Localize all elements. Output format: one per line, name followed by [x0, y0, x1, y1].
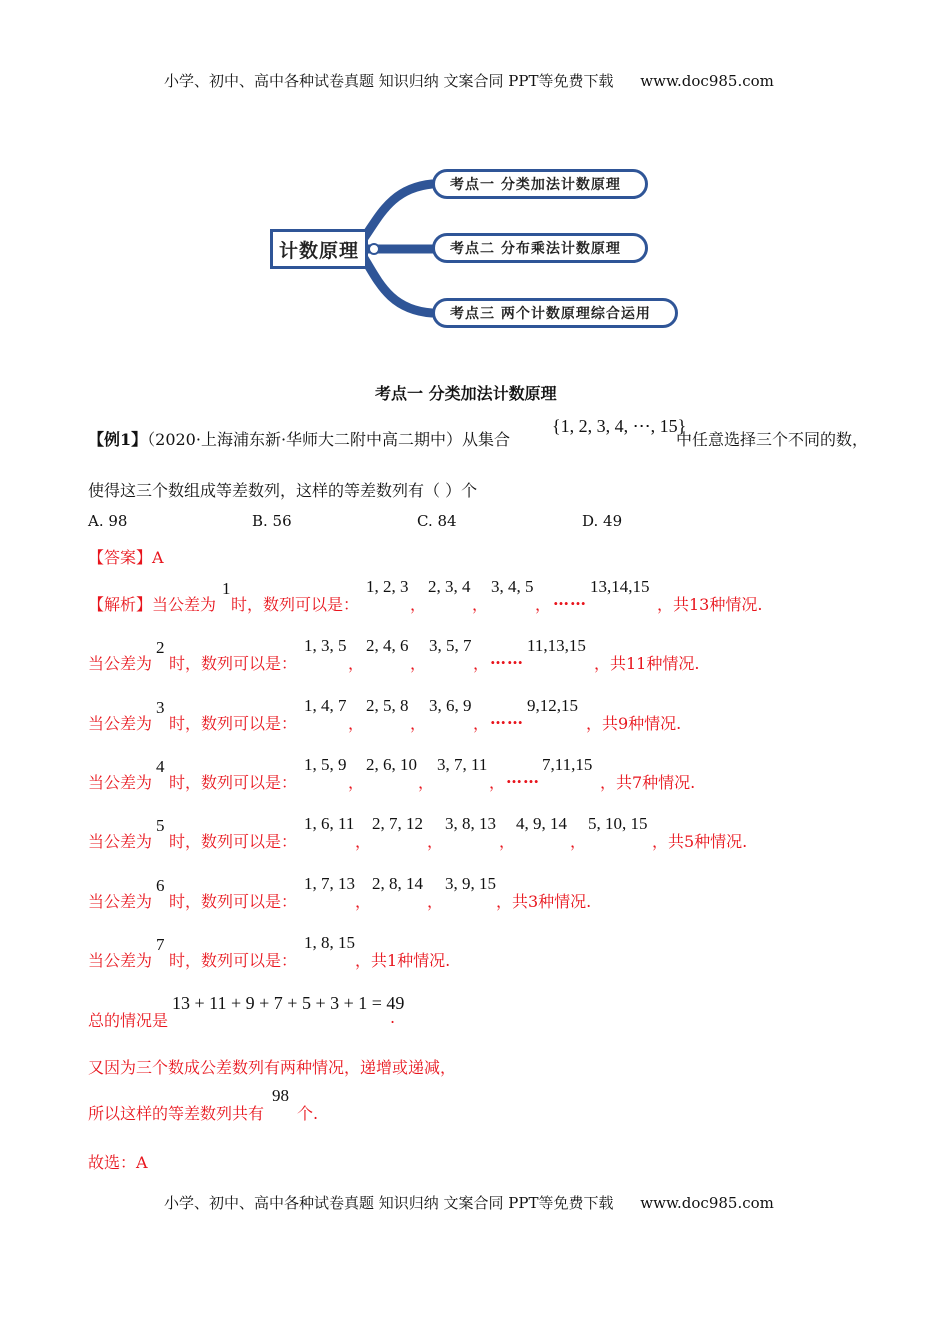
row-2-seq-3: 3, 5, 7	[429, 636, 472, 655]
row-3-prefix: 当公差为	[88, 714, 153, 733]
answer-value: A	[152, 548, 164, 567]
two-cases-line: 又因为三个数成公差数列有两种情况，递增或递减，	[88, 1058, 457, 1077]
row-5-seq-1: 1, 6, 11	[304, 814, 355, 833]
row-2-mid: 时，数列可以是：	[169, 654, 298, 673]
row-3-comma-3: ，	[473, 714, 490, 733]
result-suffix: 个.	[297, 1104, 319, 1123]
row-2-prefix: 当公差为	[88, 654, 153, 673]
row-7-mid: 时，数列可以是：	[169, 951, 298, 970]
section-title: 考点一 分类加法计数原理	[375, 384, 557, 403]
analysis-label: 【解析】	[88, 595, 153, 614]
row-5-comma-4: ，	[570, 832, 587, 851]
row-7-d: 7	[156, 935, 165, 954]
row-5-mid: 时，数列可以是：	[169, 832, 298, 851]
row-7-seq-1: 1, 8, 15	[304, 933, 355, 952]
row-1-last: 13,14,15	[590, 577, 650, 596]
row-3-seq-3: 3, 6, 9	[429, 696, 472, 715]
row-3-comma-2: ，	[410, 714, 427, 733]
row-1-seq-1: 1, 2, 3	[366, 577, 409, 596]
row-5-comma-2: ，	[427, 832, 444, 851]
row-3-mid: 时，数列可以是：	[169, 714, 298, 733]
row-1-dots: ……	[553, 590, 587, 609]
result-prefix: 所以这样的等差数列共有	[88, 1104, 265, 1123]
row-5-d: 5	[156, 816, 165, 835]
root-connector-dot	[369, 244, 379, 254]
result-value: 98	[272, 1086, 289, 1105]
row-3-d: 3	[156, 698, 165, 717]
example-set: {1, 2, 3, 4, ⋯, 15}	[552, 416, 687, 436]
row-4-comma-3: ，	[489, 773, 506, 792]
total-formula: 13 + 11 + 9 + 7 + 5 + 3 + 1 = 49	[172, 993, 405, 1013]
row-6-comma-2: ，	[427, 892, 444, 911]
row-3-seq-2: 2, 5, 8	[366, 696, 409, 715]
example-line-2: 使得这三个数组成等差数列，这样的等差数列有（ ）个	[88, 481, 478, 500]
row-1-suffix: ，共13种情况.	[657, 595, 763, 614]
page-footer	[164, 1192, 774, 1213]
row-5-seq-2: 2, 7, 12	[372, 814, 423, 833]
row-1-prefix: 当公差为	[152, 595, 217, 614]
row-1-comma-2: ，	[472, 595, 489, 614]
row-6-prefix: 当公差为	[88, 892, 153, 911]
example-label: 【例1】	[88, 430, 148, 449]
row-7-suffix: ，共1种情况.	[355, 951, 451, 970]
page-header	[164, 70, 774, 91]
row-2-comma-3: ，	[473, 654, 490, 673]
row-6-suffix: ，共3种情况.	[496, 892, 592, 911]
example-source: （2020·上海浦东新·华师大二附中高二期中）从集合	[147, 430, 511, 449]
footer-url: www.doc985.com	[640, 1194, 774, 1212]
footer-text: 小学、初中、高中各种试卷真题 知识归纳 文案合同 PPT等免费下载	[164, 1194, 614, 1212]
row-3-dots: ……	[490, 709, 524, 728]
header-text: 小学、初中、高中各种试卷真题 知识归纳 文案合同 PPT等免费下载	[164, 72, 614, 90]
row-5-seq-3: 3, 8, 13	[445, 814, 496, 833]
header-url: www.doc985.com	[640, 72, 774, 90]
row-6-comma-1: ，	[355, 892, 372, 911]
row-6-seq-1: 1, 7, 13	[304, 874, 355, 893]
row-2-seq-2: 2, 4, 6	[366, 636, 409, 655]
mindmap-root: 计数原理	[270, 229, 368, 269]
row-2-last: 11,13,15	[527, 636, 586, 655]
row-1-seq-2: 2, 3, 4	[428, 577, 471, 596]
row-4-mid: 时，数列可以是：	[169, 773, 298, 792]
example-line-1	[88, 427, 510, 450]
mindmap-node-2: 考点二 分布乘法计数原理	[432, 233, 648, 263]
option-c: C. 84	[417, 512, 457, 530]
row-4-d: 4	[156, 757, 165, 776]
row-2-d: 2	[156, 638, 165, 657]
total-suffix: .	[390, 1008, 396, 1027]
row-4-comma-2: ，	[418, 773, 435, 792]
answer-line	[88, 545, 164, 568]
row-2-comma-1: ，	[348, 654, 365, 673]
analysis-row-1-text	[88, 592, 216, 615]
mindmap-node-3: 考点三 两个计数原理综合运用	[432, 298, 678, 328]
row-4-dots: ……	[506, 768, 540, 787]
row-5-comma-1: ，	[355, 832, 372, 851]
row-4-comma-1: ，	[348, 773, 365, 792]
option-b: B. 56	[252, 512, 292, 530]
row-2-seq-1: 1, 3, 5	[304, 636, 347, 655]
row-3-last: 9,12,15	[527, 696, 578, 715]
row-4-seq-1: 1, 5, 9	[304, 755, 347, 774]
example-after-set: 中任意选择三个不同的数，	[676, 430, 869, 449]
row-6-seq-2: 2, 8, 14	[372, 874, 423, 893]
row-5-comma-3: ，	[499, 832, 516, 851]
row-1-seq-3: 3, 4, 5	[491, 577, 534, 596]
row-1-d: 1	[222, 579, 231, 598]
row-5-suffix: ，共5种情况.	[652, 832, 748, 851]
conclusion: 故选：A	[88, 1153, 148, 1172]
row-4-seq-3: 3, 7, 11	[437, 755, 488, 774]
total-prefix: 总的情况是	[88, 1011, 169, 1030]
branch-top	[364, 184, 440, 238]
row-6-seq-3: 3, 9, 15	[445, 874, 496, 893]
row-4-prefix: 当公差为	[88, 773, 153, 792]
row-2-dots: ……	[490, 649, 524, 668]
row-1-comma-1: ，	[410, 595, 427, 614]
mindmap-node-1: 考点一 分类加法计数原理	[432, 169, 648, 199]
row-5-prefix: 当公差为	[88, 832, 153, 851]
row-2-comma-2: ，	[410, 654, 427, 673]
row-3-suffix: ，共9种情况.	[586, 714, 682, 733]
row-5-seq-4: 4, 9, 14	[516, 814, 567, 833]
option-a: A. 98	[88, 512, 128, 530]
row-4-seq-2: 2, 6, 10	[366, 755, 417, 774]
answer-label: 【答案】	[88, 548, 153, 567]
branch-bottom	[364, 258, 440, 313]
row-4-last: 7,11,15	[542, 755, 593, 774]
option-d: D. 49	[582, 512, 623, 530]
row-7-prefix: 当公差为	[88, 951, 153, 970]
row-3-comma-1: ，	[348, 714, 365, 733]
row-1-comma-3: ，	[535, 595, 552, 614]
row-1-mid: 时，数列可以是：	[231, 595, 360, 614]
row-2-suffix: ，共11种情况.	[594, 654, 700, 673]
row-6-d: 6	[156, 876, 165, 895]
row-6-mid: 时，数列可以是：	[169, 892, 298, 911]
row-4-suffix: ，共7种情况.	[600, 773, 696, 792]
row-3-seq-1: 1, 4, 7	[304, 696, 347, 715]
row-5-seq-5: 5, 10, 15	[588, 814, 648, 833]
